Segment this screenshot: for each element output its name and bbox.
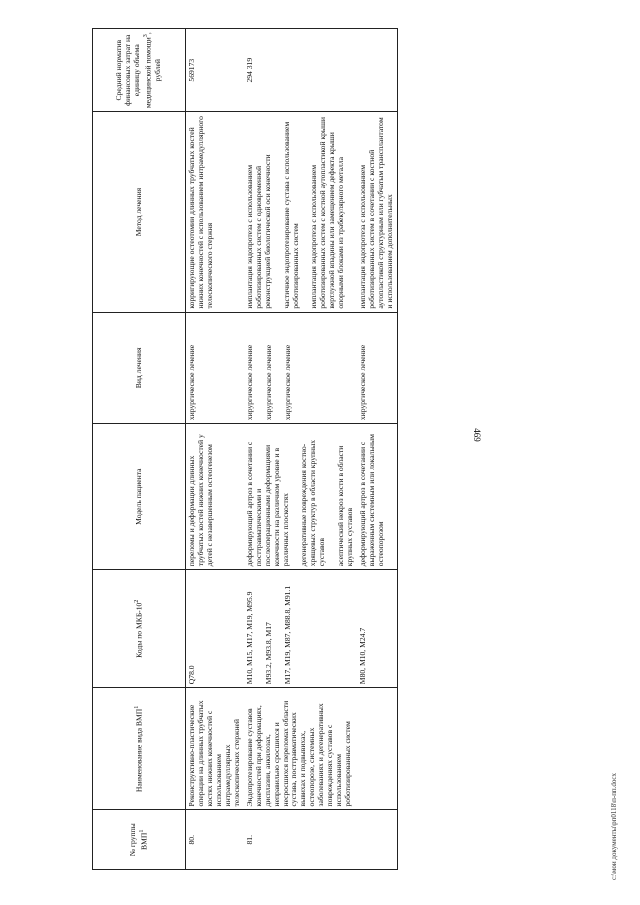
cell-treatment-method-entry: имплантация эндопротеза с использованием роботизированных систем в сочетании с костной аутопластикой структурным или губчатым трансплантатом и использованием дополнительных (358, 117, 395, 309)
cell-treatment-type (186, 312, 244, 423)
cell-patient-model-entry: деформирующий артроз в сочетании с выраженным системным или локальным остеопорозом (358, 434, 386, 567)
cell-average-cost (357, 29, 397, 112)
cell-icd-codes-entry: M80, M10, M24.7 (358, 627, 368, 685)
cell-patient-model (186, 424, 244, 570)
header-treatment-type: Вид лечения (93, 312, 186, 423)
cell-icd-codes-entry: M10, M15, M17, M19, M95.9 (244, 591, 254, 685)
cell-average-cost: 294 319 (244, 29, 358, 112)
table-row (244, 29, 358, 870)
cell-vmp-name: Реконструктивно-пластические операции на длинных трубчатых костях нижних конечностей с использованием интрамедуллярных телескопических стержней (186, 688, 244, 810)
header-group-number: № группы ВМП$^1$ (93, 810, 186, 870)
footer-file-path: c:\мои документы\рп0118\п-пп.docx (610, 772, 618, 880)
table-body (186, 29, 398, 870)
cell-treatment-type-entry: хирургическое лечение (263, 344, 273, 421)
cell-treatment-method-entry: частичное эндопротезирование сустава с использованием роботизированных систем (281, 121, 300, 309)
cell-treatment-type (244, 312, 358, 423)
cell-treatment-method (357, 112, 397, 312)
header-average-cost: Средний норматив финансовых затрат на единицу объема медицинской помощи$^3$, рублей (93, 29, 186, 112)
cell-group-number (357, 810, 397, 870)
cell-average-cost: 569173 (186, 29, 244, 112)
cell-treatment-method (244, 112, 358, 312)
document-table-wrapper (92, 28, 616, 870)
cell-icd-codes-entry: Q78.0 (187, 665, 196, 685)
cell-treatment-method-entry: имплантация эндопротеза с использованием роботизированных систем с одновременной реконструкцией биологической оси конечности (244, 154, 272, 309)
cell-icd-codes (186, 570, 244, 688)
cell-treatment-type-entry: хирургическое лечение (282, 344, 292, 421)
cell-patient-model (357, 424, 397, 570)
cell-patient-model (244, 424, 358, 570)
cell-patient-model-entry: дегенеративные повреждения костно-хрящевых структур в области крупных суставов (299, 439, 327, 567)
page-number: 469 (471, 428, 482, 442)
cell-vmp-name: Эндопротезирование суставов конечностей при деформациях, дисплазии, анкилозах, неправильно сросшихся и несросшихся переломах области сустава, посттравматических вывихах и подвывихах, остеопорозе, системных заболеваниях и дегенеративных повреждениях суставов с использованием роботизированных систем (244, 688, 358, 810)
cell-treatment-type (357, 312, 397, 423)
cell-icd-codes (244, 570, 358, 688)
cell-group-number: 80. (186, 810, 244, 870)
table-row (186, 29, 244, 870)
cell-treatment-method-entry: имплантация эндопротеза с использованием роботизированных систем с костной аутопластикой крыши вертлужной впадины или замещением дефекта крыши опорными блоками из трабекулярного металла (309, 117, 346, 309)
table-row (357, 29, 397, 870)
cell-icd-codes-entry: M17, M19, M87, M88.8, M91.1 (282, 585, 292, 685)
cell-vmp-name (357, 688, 397, 810)
cell-icd-codes-entry: M93.2, M93.8, M17 (263, 622, 273, 685)
header-icd-codes: Коды по МКБ-$10^2$ (93, 570, 186, 688)
cell-treatment-type-entry: хирургическое лечение (358, 344, 368, 421)
table-header-row (93, 29, 186, 870)
cell-patient-model-entry: переломы и деформации длинных трубчатых костей нижних конечностей у детей с незавершенным остеогенезом (187, 434, 214, 567)
cell-patient-model-entry: деформирующий артроз в сочетании с посттравматическими и послеоперационными деформациями конечности на различном уровне и в различных плоскостях (244, 441, 290, 567)
header-vmp-name: Наименование вида ВМП$^1$ (93, 688, 186, 810)
cell-treatment-method-entry: корригирующие остеотомии длинных трубчатых костей нижних конечностей с использованием интрамедуллярного телескопического стержня (187, 116, 214, 309)
cell-treatment-type-entry: хирургическое лечение (244, 344, 254, 421)
cell-patient-model-entry: асептический некроз кости в области крупных суставов (336, 445, 355, 567)
header-patient-model: Модель пациента (93, 424, 186, 570)
cell-treatment-method (186, 112, 244, 312)
header-treatment-method: Метод лечения (93, 112, 186, 312)
cell-icd-codes (357, 570, 397, 688)
cell-treatment-type-entry: хирургическое лечение (187, 344, 196, 421)
vmp-table (92, 28, 398, 870)
cell-group-number: 81. (244, 810, 358, 870)
